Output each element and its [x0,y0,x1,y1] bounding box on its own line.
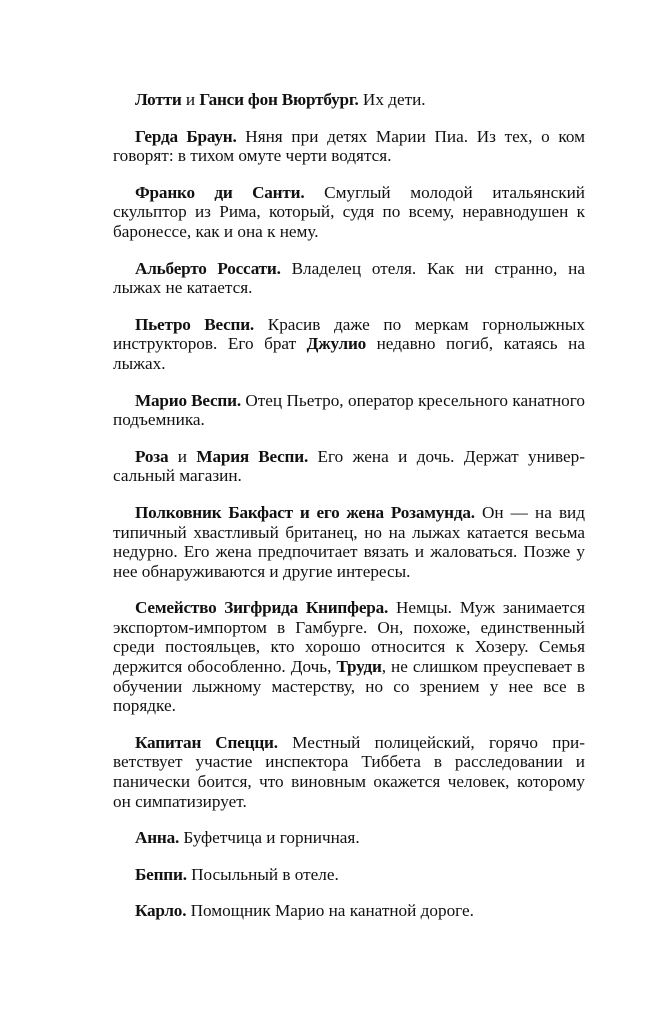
entry-name: Семейство Зигфрида Книпфера. [135,598,389,618]
entry-text: , не слишком преуспевает в обучении лыжному мастерству, но со зрением у нее все в порядке. [113,657,585,716]
entry-text: Буфетчица и горничная. [179,828,360,848]
entry-gerda-braun [113,127,585,166]
entry-text: и [168,446,197,466]
entry-text: Его жена и дочь. Держат универсальный магазин. [113,446,585,486]
character-list [113,90,585,921]
entry-text: Отец Пьетро, оператор кресельного канатного подъемника. [113,390,585,430]
entry-roza-maria-vespi [113,447,585,486]
entry-text: Их дети. [358,90,426,109]
entry-name: Франко ди Санти. [135,182,305,202]
entry-name: Ганси фон Вюртбург. [199,90,359,109]
entry-text: Немцы. Муж занимается экспортом-импортом в Гамбурге. Он, похоже, единственный среди постояльцев, кто хорошо относится к Хозеру. Семья держится обособленно. Дочь, [113,598,585,677]
entry-text: Местный полицейский, горячо приветствует участие инспектора Тиббета в расследовании и панически боится, что виновным окажется человек, которому он симпатизирует. [113,732,585,811]
entry-text: Помощник Марио на канатной дороге. [186,901,474,921]
entry-name: Полковник Бакфаст и его жена Розамунда. [135,502,475,522]
entry-alberto-rossati [113,259,585,298]
entry-beppi [113,865,585,885]
entry-text: Посыльный в отеле. [186,864,339,884]
entry-name: Карло. [135,901,187,921]
entry-name: Марио Веспи. [135,390,241,410]
entry-text: и [181,90,200,109]
entry-franko-di-santi [113,183,585,242]
entry-name: Анна. [135,828,180,848]
entry-text: недавно погиб, катаясь на лыжах. [113,334,585,373]
entry-text: Няня при детях Марии Пиа. Из тех, о ком говорят: в тихом омуте черти водятся. [113,126,585,166]
entry-name: Капитан Спецци. [135,732,278,752]
entry-captain-spezzi [113,733,585,811]
entry-text: Красив даже по меркам горнолыжных инструкторов. Его брат [113,314,585,354]
entry-text: Он — на вид типичный хвастливый британец, но на лыжах катается весьма недурно. Его жена предпочитает вязать и жаловаться. Позже у нее обнаруживаются и другие интересы. [113,502,585,581]
entry-name: Мария Веспи. [196,446,309,466]
entry-knipfer-family [113,598,585,716]
entry-mario-vespi [113,391,585,430]
entry-colonel-backfast [113,503,585,581]
entry-name: Джулио [306,334,367,354]
entry-lotti-hansi [113,90,585,110]
entry-text: Смуглый молодой итальянский скульптор из Рима, который, судя по всему, неравнодушен к баронессе, как и она к нему. [113,182,585,241]
entry-name: Альберто Россати. [135,258,281,278]
entry-carlo [113,901,585,921]
entry-name: Труди [336,657,382,677]
entry-name: Роза [135,446,169,466]
entry-anna [113,828,585,848]
entry-text: Владелец отеля. Как ни странно, на лыжах не катается. [113,258,585,298]
entry-name: Лотти [135,90,182,109]
entry-name: Беппи. [135,864,187,884]
entry-pietro-vespi [113,315,585,374]
entry-name: Герда Браун. [135,126,237,146]
entry-name: Пьетро Веспи. [135,314,255,334]
